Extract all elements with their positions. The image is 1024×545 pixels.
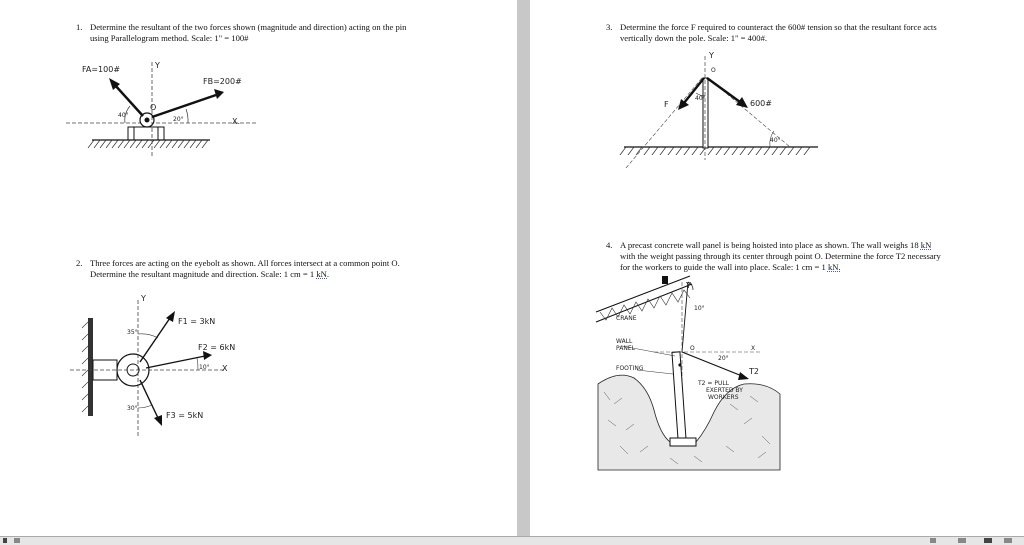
t2-note-1: T2 = PULL <box>698 380 730 387</box>
x-axis-label-2: X <box>222 364 228 373</box>
angle-40-label-3a: 40° <box>695 95 706 102</box>
f-label: F <box>664 100 669 109</box>
crane-label: CRANE <box>616 315 637 322</box>
y-axis-label-3: Y <box>709 51 714 60</box>
angle-40-label-3b: 40° <box>770 137 781 144</box>
angle-20-label: 20° <box>173 116 184 123</box>
angle-40-label: 40° <box>118 112 129 119</box>
view-icon[interactable] <box>930 538 936 543</box>
page-left: 1. Determine the resultant of the two forces shown (magnitude and direction) acting on the pin using Parallelogram method. Scale: 1" = 100# FA=100# FB=200# Y X. O 40° 20° 2. Three forces are acting on the eyebolt as shown. All forces intersect at a common point O. Determine the resultant magnitude and direction. Scale: 1 cm = 1 kN. Y X F1 = 3kN F2 = 6kN F3 = 5kN 35° 10° 30° <box>0 0 517 536</box>
origin-label-4: O <box>690 345 695 352</box>
wall-label-2: PANEL <box>616 345 635 352</box>
f2-label: F2 = 6kN <box>198 343 236 352</box>
footing-label: FOOTING <box>616 365 644 372</box>
y-axis-label-4: Y <box>686 281 691 290</box>
angle-10-label-4: 10° <box>694 305 705 312</box>
fb-label: FB=200# <box>203 77 242 86</box>
origin-label: O <box>150 103 157 112</box>
angle-35-label: 35° <box>127 329 138 336</box>
x-axis-label-4: X <box>751 345 756 352</box>
print-layout-icon[interactable] <box>984 538 992 543</box>
y-axis-label-2: Y <box>141 294 146 303</box>
tension-label: 600# <box>750 99 772 108</box>
page-right: 3. Determine the force F required to counteract the 600# tension so that the resultant force acts vertically down the pole. Scale: 1" = 400#. F 600# Y O 40° 40° 4. A precast concrete wall panel is being hoisted into place as shown. The wall weighs 18 kN with the weight passing through its center through point O. Determine the force T2 necessary for the workers to guide the wall into place. Scale: 1 cm = 1 kN. CRANE WALL PANEL FOOTING Y X O 10° 20° T2 T2 = PULL EXERTED BY WORKERS <box>530 0 1024 536</box>
f1-label: F1 = 3kN <box>178 317 216 326</box>
origin-label-3: O <box>711 67 716 74</box>
layout-icon[interactable] <box>14 538 20 543</box>
problem-4-figure <box>530 0 1024 536</box>
page-icon[interactable] <box>3 538 7 543</box>
f3-label: F3 = 5kN <box>166 411 204 420</box>
angle-20-label-4: 20° <box>718 355 729 362</box>
read-mode-icon[interactable] <box>958 538 966 543</box>
problem-2-figure <box>0 0 517 536</box>
fa-label: FA=100# <box>82 65 121 74</box>
angle-30-label: 30° <box>127 405 138 412</box>
wall-label-1: WALL <box>616 338 633 345</box>
t2-note-2: EXERTED BY <box>706 387 743 394</box>
y-axis-label: Y <box>155 61 160 70</box>
web-layout-icon[interactable] <box>1004 538 1012 543</box>
angle-10-label: 10° <box>199 364 210 371</box>
x-axis-label: X. <box>232 117 241 126</box>
t2-label: T2 <box>749 367 759 376</box>
t2-note-3: WORKERS <box>708 394 739 401</box>
